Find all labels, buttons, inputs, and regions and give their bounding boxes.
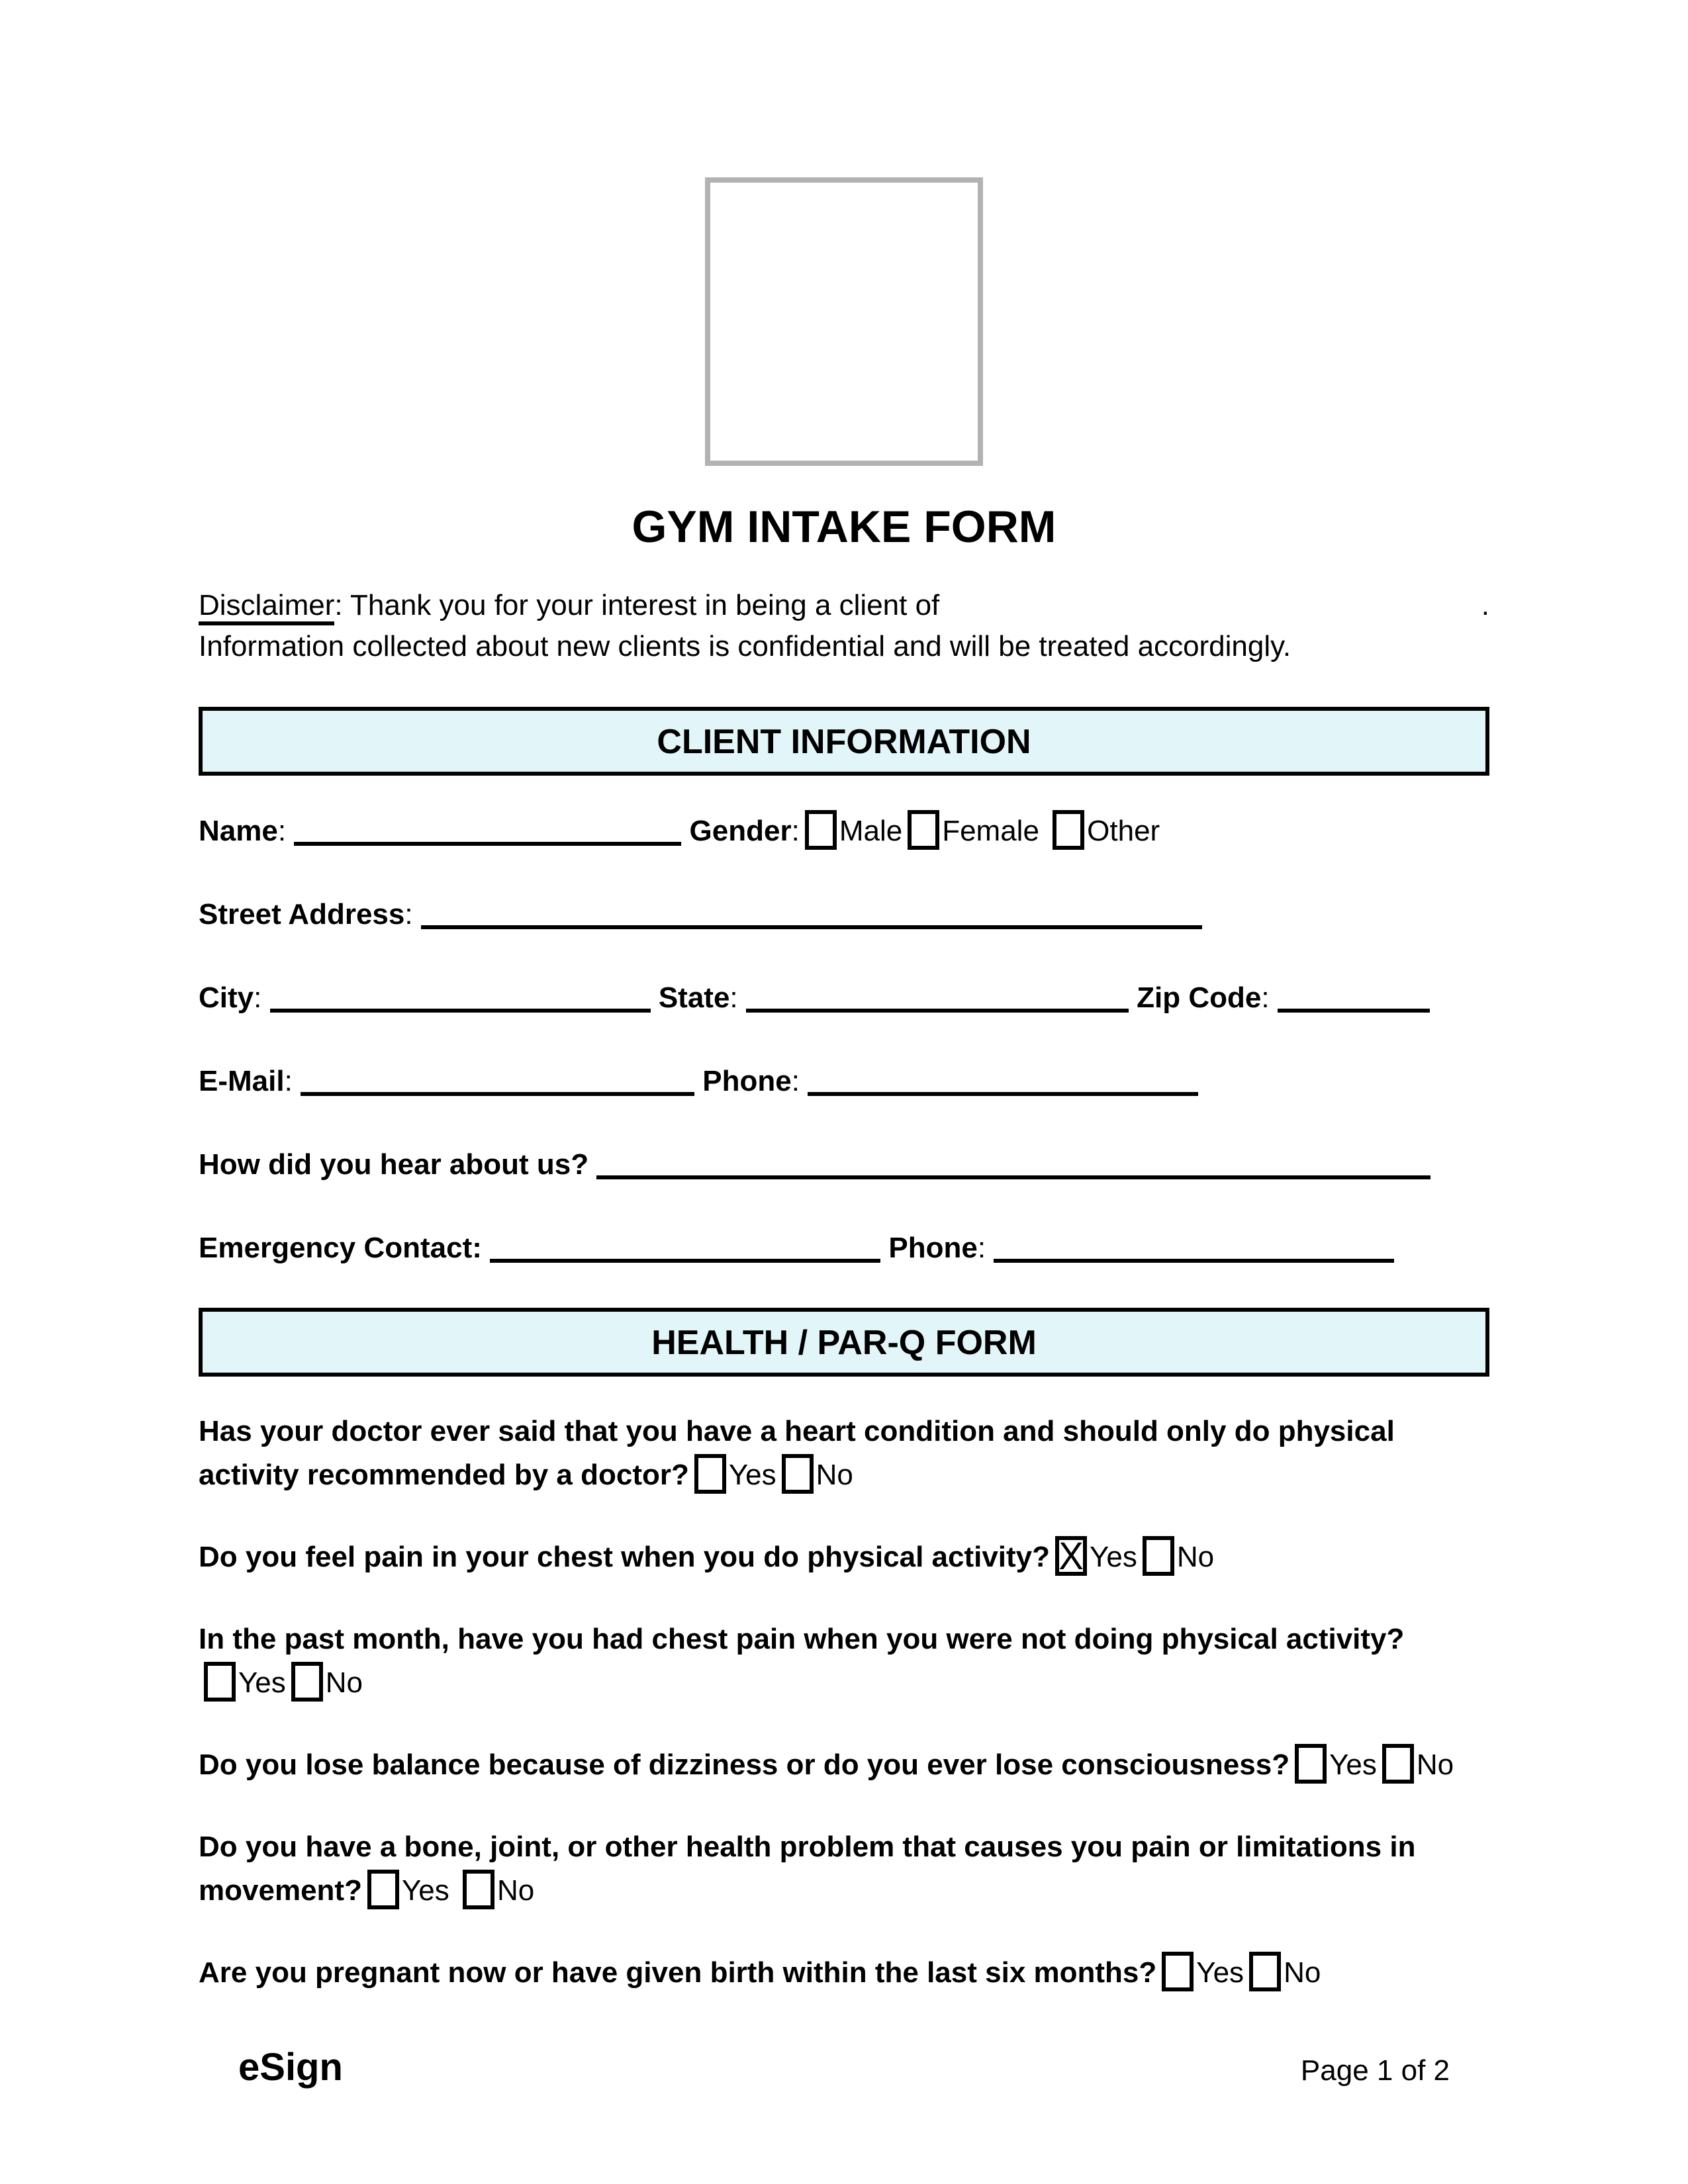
disclaimer-line1 [199,585,939,626]
yes-checkbox-mark [369,1870,398,1909]
no-checkbox-mark [1383,1745,1413,1784]
yes-label: Yes [1196,1956,1244,1989]
zip-blank[interactable] [1278,1001,1430,1013]
question-answers [362,1874,534,1907]
female-checkbox[interactable] [908,810,939,850]
yes-checkbox-mark: X [1058,1533,1084,1578]
state-colon: : [729,981,738,1014]
yes-checkbox-mark [205,1662,234,1702]
question-answers [1289,1749,1454,1781]
question-bone-joint [199,1825,1489,1913]
name-gender-row [199,810,1489,851]
referral-row [199,1145,1489,1185]
emergency-contact-row [199,1228,1489,1268]
page-indicator: Page 1 of 2 [1300,2054,1450,2087]
no-label: No [1416,1749,1454,1781]
no-checkbox[interactable] [463,1870,494,1909]
question-text: Are you pregnant now or have given birth within the last six months? [199,1956,1157,1989]
disclaimer-text: : Thank you for your interest in being a client of [334,589,940,621]
question-text: Has your doctor ever said that you have a heart condition and should only do physical activity recommended by a doctor? [199,1415,1395,1491]
disclaimer-period: . [1481,589,1489,621]
female-checkbox-mark [909,811,938,850]
gender-option-female [902,815,1039,847]
no-checkbox-mark [1144,1537,1173,1576]
emergency-phone-blank[interactable] [994,1251,1394,1263]
yes-checkbox[interactable] [1055,1533,1087,1578]
no-checkbox-mark [783,1455,812,1494]
emergency-phone-label: Phone [888,1232,978,1264]
street-address-row [199,895,1489,934]
no-checkbox[interactable] [1249,1952,1281,1991]
name-colon: : [277,815,287,847]
gender-colon: : [791,815,800,847]
question-text: Do you have a bone, joint, or other health problem that causes you pain or limitations in movement? [199,1831,1416,1907]
yes-label: Yes [401,1874,449,1907]
referral-label: How did you hear about us? [199,1148,589,1181]
yes-checkbox[interactable] [367,1870,399,1909]
emergency-phone-colon: : [977,1232,986,1264]
referral-blank[interactable] [596,1167,1430,1179]
female-label: Female [942,815,1039,847]
gender-option-male [800,815,902,847]
city-colon: : [254,981,262,1014]
yes-checkbox[interactable] [694,1454,726,1494]
no-checkbox[interactable] [1382,1744,1414,1784]
no-label: No [1284,1956,1321,1989]
street-address-colon: : [404,898,413,931]
question-chest-pain-rest [199,1617,1489,1705]
question-answers [1156,1956,1321,1989]
no-checkbox[interactable] [782,1454,814,1494]
question-answers [199,1666,363,1699]
gender-option-other [1047,815,1160,847]
disclaimer [199,585,1489,667]
question-text: Do you lose balance because of dizziness or do you ever lose consciousness? [199,1749,1290,1781]
disclaimer-label: Disclaimer [199,589,334,625]
logo-placeholder-box [705,177,983,466]
other-checkbox-mark [1054,811,1083,850]
question-text: Do you feel pain in your chest when you do physical activity? [199,1541,1051,1573]
gender-label: Gender [689,815,792,847]
phone-colon: : [791,1065,800,1097]
city-blank[interactable] [270,1001,651,1013]
yes-checkbox[interactable] [1162,1952,1194,1991]
yes-label: Yes [728,1459,776,1491]
yes-label: Yes [1329,1749,1377,1781]
zip-label: Zip Code [1137,981,1262,1014]
phone-label: Phone [702,1065,792,1097]
state-label: State [658,981,730,1014]
no-checkbox[interactable] [1143,1536,1174,1576]
email-colon: : [284,1065,293,1097]
no-checkbox-mark [464,1870,493,1909]
zip-colon: : [1261,981,1270,1014]
street-address-label: Street Address [199,898,405,931]
emergency-contact-blank[interactable] [490,1251,880,1263]
yes-checkbox-mark [1163,1952,1192,1991]
phone-blank[interactable] [808,1084,1198,1096]
question-heart-condition [199,1410,1489,1497]
emergency-contact-label: Emergency Contact: [199,1232,482,1264]
email-phone-row [199,1062,1489,1101]
other-label: Other [1087,815,1160,847]
yes-label: Yes [238,1666,286,1699]
esign-logo: eSign [238,2046,343,2089]
male-label: Male [839,815,903,847]
no-label: No [816,1459,853,1491]
question-chest-pain-activity [199,1535,1489,1579]
no-label: No [1176,1541,1215,1573]
yes-checkbox[interactable] [204,1662,236,1702]
city-label: City [199,981,254,1014]
other-checkbox[interactable] [1053,810,1084,850]
question-answers [689,1459,853,1491]
no-checkbox-mark [1250,1952,1280,1991]
question-dizziness [199,1743,1489,1787]
male-checkbox[interactable] [805,810,837,850]
disclaimer-line2: Information collected about new clients is confidential and will be treated accordingly. [199,630,1291,662]
yes-checkbox-mark [1296,1745,1325,1784]
yes-label: Yes [1090,1541,1137,1573]
page-footer [238,2045,1450,2089]
email-blank[interactable] [301,1084,694,1096]
name-blank[interactable] [294,834,681,846]
question-text: In the past month, have you had chest pain when you were not doing physical activity? [199,1623,1405,1655]
no-checkbox[interactable] [291,1662,323,1702]
section-header-health-parq: HEALTH / PAR-Q FORM [199,1308,1489,1377]
no-label: No [496,1874,535,1907]
male-checkbox-mark [806,811,835,850]
no-checkbox-mark [293,1662,322,1702]
state-blank[interactable] [746,1001,1129,1013]
yes-checkbox-mark [696,1455,725,1494]
section-header-client-information: CLIENT INFORMATION [199,707,1489,776]
city-state-zip-row [199,978,1489,1018]
name-label: Name [199,815,278,847]
question-pregnant [199,1951,1489,1995]
email-label: E-Mail [199,1065,285,1097]
yes-checkbox[interactable] [1295,1744,1327,1784]
no-label: No [325,1666,363,1699]
page-title: GYM INTAKE FORM [632,502,1056,552]
street-address-blank[interactable] [421,917,1202,929]
question-answers [1050,1533,1215,1578]
